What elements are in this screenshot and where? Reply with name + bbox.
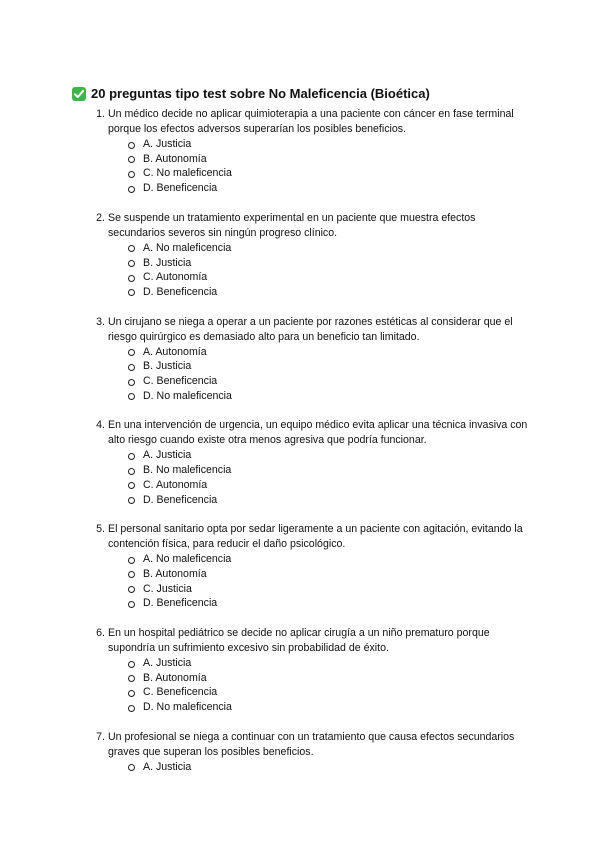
option-list [0,345,600,404]
answer-option-label: C. Beneficencia [143,375,218,388]
answer-option-label: A. Autonomía [143,345,207,358]
circle-bullet-icon [128,156,135,163]
circle-bullet-icon [128,675,135,682]
check-mark-button-icon [72,87,86,101]
question-text: En una intervención de urgencia, un equipo médico evita aplicar una técnica invasiva con alto riesgo cuando existe otra menos agresiva que podría funcionar. [108,419,528,447]
question-text: Un cirujano se niega a operar a un paciente por razones estéticas al considerar que el riesgo quirúrgico es demasiado alto para un beneficio tan limitado. [108,315,513,343]
answer-option [143,596,600,611]
circle-bullet-icon [128,142,135,149]
option-list [0,241,600,300]
answer-option [143,256,600,271]
question-item [0,626,600,715]
answer-option-label: A. No maleficencia [143,553,232,566]
option-list [0,137,600,196]
circle-bullet-icon [128,497,135,504]
option-list [0,760,600,775]
answer-option-label: D. Beneficencia [143,285,218,298]
answer-option [143,270,600,285]
question-text: Un profesional se niega a continuar con un tratamiento que causa efectos secundarios graves que superan los posibles beneficios. [108,730,515,758]
answer-option [143,137,600,152]
answer-option [143,359,600,374]
question-number: 2. [96,211,105,224]
answer-option-label: D. No maleficencia [143,701,232,714]
answer-option-label: D. No maleficencia [143,389,232,402]
circle-bullet-icon [128,453,135,460]
circle-bullet-icon [128,586,135,593]
question-list [0,107,600,790]
answer-option-label: D. Beneficencia [143,597,218,610]
circle-bullet-icon [128,364,135,371]
answer-option-label: B. Autonomía [143,671,207,684]
circle-bullet-icon [128,289,135,296]
answer-option [143,567,600,582]
circle-bullet-icon [128,171,135,178]
answer-option [143,463,600,478]
question-text: Se suspende un tratamiento experimental en un paciente que muestra efectos secundarios severos sin ningún progreso clínico. [108,211,476,239]
question-item [0,315,600,404]
answer-option-label: C. No maleficencia [143,167,232,180]
answer-option-label: B. Justicia [143,360,192,373]
circle-bullet-icon [128,557,135,564]
circle-bullet-icon [128,571,135,578]
question-number: 3. [96,315,105,328]
title-text: 20 preguntas tipo test sobre No Maleficencia (Bioética) [91,86,430,101]
answer-option-label: D. Beneficencia [143,493,218,506]
question-number: 6. [96,627,105,640]
answer-option-label: C. Beneficencia [143,686,218,699]
circle-bullet-icon [128,186,135,193]
circle-bullet-icon [128,705,135,712]
question-number: 5. [96,523,105,536]
answer-option-label: B. Justicia [143,256,192,269]
answer-option-label: A. No maleficencia [143,241,232,254]
question-number: 4. [96,419,105,432]
answer-option-label: D. Beneficencia [143,182,218,195]
answer-option [143,345,600,360]
answer-option-label: A. Justicia [143,760,192,773]
page-title [72,86,430,102]
circle-bullet-icon [128,275,135,282]
question-item [0,211,600,300]
option-list [0,448,600,507]
circle-bullet-icon [128,379,135,386]
question-number: 7. [96,730,105,743]
answer-option [143,181,600,196]
option-list [0,656,600,715]
question-item [0,418,600,507]
answer-option-label: C. Autonomía [143,478,208,491]
answer-option-label: B. No maleficencia [143,464,232,477]
answer-option [143,685,600,700]
circle-bullet-icon [128,349,135,356]
question-item [0,730,600,775]
answer-option [143,448,600,463]
answer-option-label: B. Autonomía [143,567,207,580]
option-list [0,552,600,611]
answer-option-label: C. Justicia [143,582,192,595]
answer-option [143,285,600,300]
answer-option [143,582,600,597]
answer-option [143,656,600,671]
circle-bullet-icon [128,764,135,771]
circle-bullet-icon [128,260,135,267]
answer-option [143,760,600,775]
answer-option [143,478,600,493]
answer-option [143,152,600,167]
answer-option [143,671,600,686]
circle-bullet-icon [128,482,135,489]
circle-bullet-icon [128,601,135,608]
question-number: 1. [96,108,105,120]
question-text: Un médico decide no aplicar quimioterapia a una paciente con cáncer en fase terminal porque los efectos adversos superarían los posibles beneficios. [108,108,514,135]
circle-bullet-icon [128,661,135,668]
circle-bullet-icon [128,690,135,697]
circle-bullet-icon [128,245,135,252]
answer-option [143,166,600,181]
answer-option [143,374,600,389]
question-item [0,522,600,611]
question-text: En un hospital pediátrico se decide no aplicar cirugía a un niño prematuro porque supondría un sufrimiento excesivo sin probabilidad de éxito. [108,627,490,655]
answer-option-label: A. Justicia [143,449,192,462]
answer-option-label: A. Justicia [143,657,192,670]
circle-bullet-icon [128,393,135,400]
question-text: El personal sanitario opta por sedar ligeramente a un paciente con agitación, evitando la contención física, para reducir el daño psicológico. [108,523,523,551]
answer-option [143,700,600,715]
circle-bullet-icon [128,468,135,475]
answer-option [143,493,600,508]
question-item [0,107,600,196]
answer-option [143,241,600,256]
answer-option-label: C. Autonomía [143,271,208,284]
answer-option-label: B. Autonomía [143,152,207,165]
answer-option [143,552,600,567]
answer-option-label: A. Justicia [143,138,192,150]
answer-option [143,389,600,404]
